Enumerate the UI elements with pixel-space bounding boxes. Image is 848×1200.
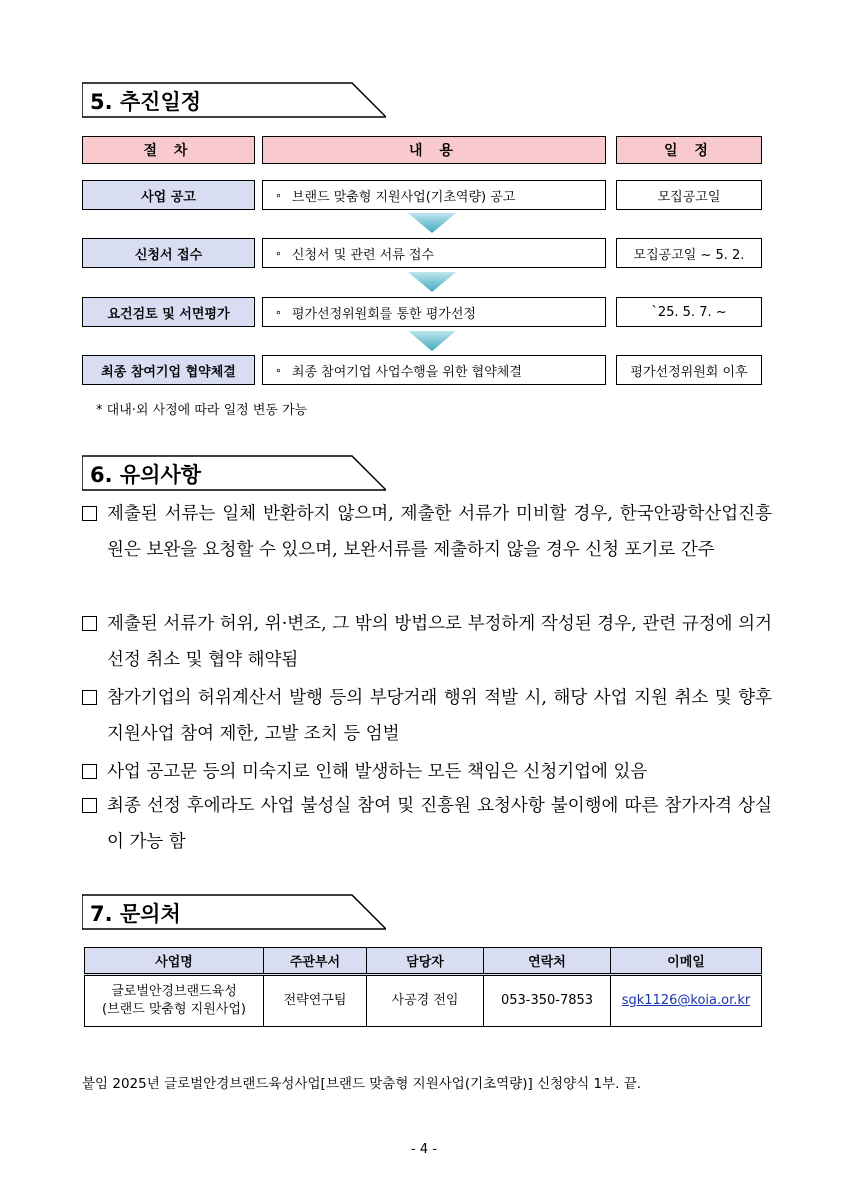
notice-item	[82, 680, 772, 752]
checkbox-square-icon	[82, 616, 97, 631]
page-number: - 4 -	[411, 1142, 437, 1157]
notice-item	[82, 496, 772, 604]
attachment-note: 붙임 2025년 글로벌안경브랜드육성사업[브랜드 맞춤형 지원사업(기초역량)] 신청양식 1부. 끝.	[82, 1076, 642, 1092]
schedule-content	[262, 238, 606, 268]
schedule-step: 요건검토 및 서면평가	[82, 297, 255, 327]
schedule-content-text: 신청서 및 관련 서류 접수	[291, 247, 435, 263]
down-arrow-icon	[408, 331, 456, 353]
schedule-date: 모집공고일 ~ 5. 2.	[616, 238, 762, 268]
column-header: 사업명	[85, 948, 264, 975]
person-cell: 사공경 전임	[367, 975, 484, 1027]
section-header-notice	[82, 455, 386, 491]
email-link[interactable]: sgk1126@koia.or.kr	[621, 993, 751, 1008]
notice-item	[82, 606, 772, 678]
schedule-content-text: 브랜드 맞춤형 지원사업(기초역량) 공고	[291, 189, 516, 205]
checkbox-square-icon	[82, 764, 97, 779]
schedule-content	[262, 355, 606, 385]
section-header-contact	[82, 894, 386, 930]
bullet: ∘	[275, 305, 282, 319]
section-title: 5. 추진일정	[90, 90, 202, 114]
section-title: 6. 유의사항	[90, 463, 202, 487]
project-name-line: (브랜드 맞춤형 지원사업)	[102, 1002, 246, 1017]
checkbox-square-icon	[82, 690, 97, 705]
table-header-row	[85, 948, 762, 975]
down-arrow-icon	[408, 272, 456, 294]
schedule-header-date: 일 정	[616, 136, 762, 164]
schedule-header-step: 절 차	[82, 136, 255, 164]
notice-text: 참가기업의 허위계산서 발행 등의 부당거래 행위 적발 시, 해당 사업 지원 취소 및 향후 지원사업 참여 제한, 고발 조치 등 엄벌	[107, 688, 772, 744]
notice-item	[82, 754, 772, 790]
section-header-schedule	[82, 82, 386, 118]
table-row	[85, 975, 762, 1027]
schedule-content	[262, 297, 606, 327]
schedule-step: 최종 참여기업 협약체결	[82, 355, 255, 385]
notice-text: 제출된 서류가 허위, 위·변조, 그 밖의 방법으로 부정하게 작성된 경우, 관련 규정에 의거 선정 취소 및 협약 해약됨	[107, 614, 772, 670]
notice-text: 사업 공고문 등의 미숙지로 인해 발생하는 모든 책임은 신청기업에 있음	[107, 762, 648, 782]
bullet: ∘	[275, 246, 282, 260]
contact-table	[84, 947, 762, 1027]
schedule-step: 신청서 접수	[82, 238, 255, 268]
schedule-content-text: 최종 참여기업 사업수행을 위한 협약체결	[291, 364, 522, 380]
schedule-date: 모집공고일	[616, 180, 762, 210]
schedule-header-content: 내 용	[262, 136, 606, 164]
schedule-note: * 대내·외 사정에 따라 일정 변동 가능	[96, 403, 308, 418]
schedule-content-text: 평가선정위원회를 통한 평가선정	[291, 306, 476, 322]
schedule-step: 사업 공고	[82, 180, 255, 210]
down-arrow-icon	[408, 213, 456, 235]
notice-text: 제출된 서류는 일체 반환하지 않으며, 제출한 서류가 미비할 경우, 한국안광학산업진흥원은 보완을 요청할 수 있으며, 보완서류를 제출하지 않을 경우 신청 포기로 간주	[107, 504, 772, 560]
project-name-line: 글로벌안경브랜드육성	[111, 984, 237, 999]
schedule-date: 평가선정위원회 이후	[616, 355, 762, 385]
notice-item	[82, 788, 772, 860]
bullet: ∘	[275, 363, 282, 377]
schedule-content	[262, 180, 606, 210]
bullet: ∘	[275, 188, 282, 202]
checkbox-square-icon	[82, 798, 97, 813]
checkbox-square-icon	[82, 506, 97, 521]
email-cell	[611, 975, 762, 1027]
column-header: 담당자	[367, 948, 484, 975]
column-header: 연락처	[484, 948, 611, 975]
department-cell: 전략연구팀	[264, 975, 367, 1027]
phone-cell: 053-350-7853	[484, 975, 611, 1027]
column-header: 주관부서	[264, 948, 367, 975]
section-title: 7. 문의처	[90, 902, 181, 926]
column-header: 이메일	[611, 948, 762, 975]
notice-text: 최종 선정 후에라도 사업 불성실 참여 및 진흥원 요청사항 불이행에 따른 참가자격 상실이 가능 함	[107, 796, 772, 852]
schedule-date: `25. 5. 7. ~	[616, 297, 762, 327]
project-name-cell	[85, 975, 264, 1027]
